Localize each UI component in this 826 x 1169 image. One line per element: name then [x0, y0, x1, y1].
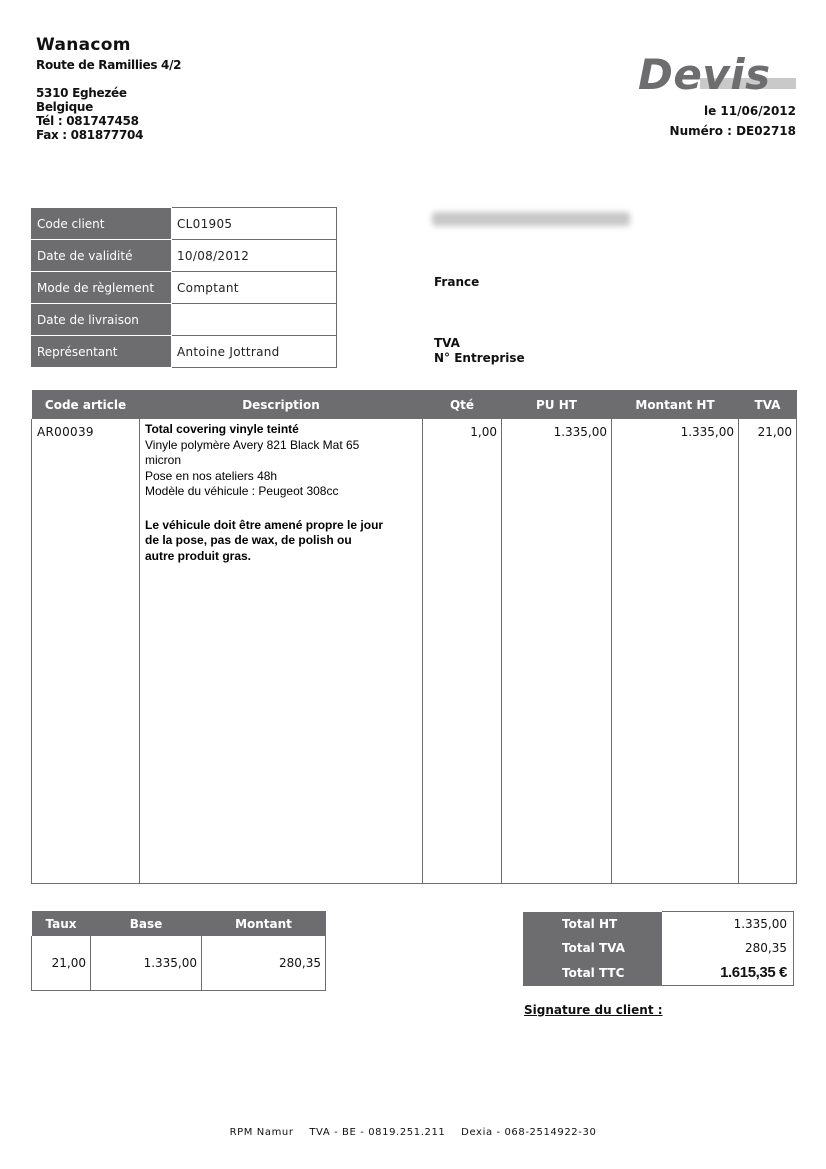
client-info-value: 10/08/2012: [172, 240, 337, 272]
item-note-line: Le véhicule doit être amené propre le jour: [145, 517, 384, 532]
client-info-row: [32, 336, 337, 368]
client-info-value: [172, 304, 337, 336]
vat-col-rate: Taux: [32, 911, 91, 936]
total-tva-value: 280,35: [662, 936, 794, 960]
client-info-row: [32, 304, 337, 336]
recipient-country: France: [434, 275, 480, 289]
item-desc-line: Pose en nos ateliers 48h: [145, 468, 278, 483]
desc-spacer: [145, 500, 422, 518]
item-desc-line: Modèle du véhicule : Peugeot 308cc: [145, 484, 339, 498]
client-info-value: CL01905: [172, 208, 337, 240]
total-row: [523, 912, 794, 936]
signature-label: Signature du client :: [524, 1003, 663, 1017]
vat-header-row: [32, 911, 326, 936]
vat-rate: 21,00: [32, 936, 91, 990]
item-desc-line: Vinyle polymère Avery 821 Black Mat 65: [145, 437, 360, 452]
footer-rpm: RPM Namur: [229, 1127, 294, 1138]
items-header-row: [32, 390, 797, 419]
total-ht-label: Total HT: [523, 912, 662, 936]
item-vat: 21,00: [739, 419, 797, 884]
col-header-vat: TVA: [739, 390, 797, 419]
client-info-row: [32, 272, 337, 304]
company-country: Belgique: [36, 100, 93, 114]
table-row: [32, 936, 326, 990]
item-qty: 1,00: [423, 419, 502, 884]
recipient-name-redacted: [432, 212, 630, 226]
document-number: Numéro : DE02718: [669, 124, 796, 138]
item-desc-line: micron: [145, 453, 182, 467]
footer: [0, 1127, 826, 1138]
table-row: [32, 419, 797, 884]
client-info-label: Représentant: [32, 336, 172, 368]
items-table: [31, 390, 797, 884]
footer-bank: Dexia - 068-2514922-30: [461, 1127, 597, 1138]
client-info-value: Antoine Jottrand: [172, 336, 337, 368]
item-unit-price: 1.335,00: [502, 419, 612, 884]
total-ht-value: 1.335,00: [662, 912, 794, 936]
company-street: Route de Ramillies 4/2: [36, 58, 182, 72]
item-description: [140, 419, 423, 884]
client-info-label: Date de validité: [32, 240, 172, 272]
item-code: AR00039: [32, 419, 140, 884]
total-row: [523, 936, 794, 960]
total-ttc-value: 1.615,35 €: [662, 960, 794, 986]
client-info-row: [32, 240, 337, 272]
document-title: Devis: [638, 50, 771, 99]
item-note-line: autre produit gras.: [145, 548, 252, 563]
company-city: 5310 Eghezée: [36, 86, 127, 100]
document-date: le 11/06/2012: [704, 104, 796, 118]
item-amount: 1.335,00: [612, 419, 739, 884]
footer-vat: TVA - BE - 0819.251.211: [309, 1127, 446, 1138]
total-tva-label: Total TVA: [523, 936, 662, 960]
item-note-line: de la pose, pas de wax, de polish ou: [145, 533, 352, 547]
total-row: [523, 960, 794, 986]
col-header-unit-price: PU HT: [502, 390, 612, 419]
client-info-row: [32, 208, 337, 240]
vat-base: 1.335,00: [91, 936, 202, 990]
client-info-label: Mode de règlement: [32, 272, 172, 304]
col-header-description: Description: [140, 390, 423, 419]
client-info-value: Comptant: [172, 272, 337, 304]
col-header-amount: Montant HT: [612, 390, 739, 419]
client-info-label: Code client: [32, 208, 172, 240]
col-header-code: Code article: [32, 390, 140, 419]
item-title: Total covering vinyle teinté: [145, 422, 299, 436]
company-fax: Fax : 081877704: [36, 128, 144, 142]
recipient-vat-label: TVA: [434, 336, 460, 350]
vat-summary-table: [31, 911, 326, 991]
client-info-table: [31, 207, 337, 368]
company-name: Wanacom: [36, 35, 131, 55]
col-header-qty: Qté: [423, 390, 502, 419]
vat-col-base: Base: [91, 911, 202, 936]
client-info-label: Date de livraison: [32, 304, 172, 336]
total-ttc-label: Total TTC: [523, 960, 662, 986]
vat-amount: 280,35: [202, 936, 326, 990]
vat-col-amount: Montant: [202, 911, 326, 936]
recipient-company-number-label: N° Entreprise: [434, 351, 525, 365]
totals-table: [523, 911, 794, 986]
company-phone: Tél : 081747458: [36, 114, 139, 128]
